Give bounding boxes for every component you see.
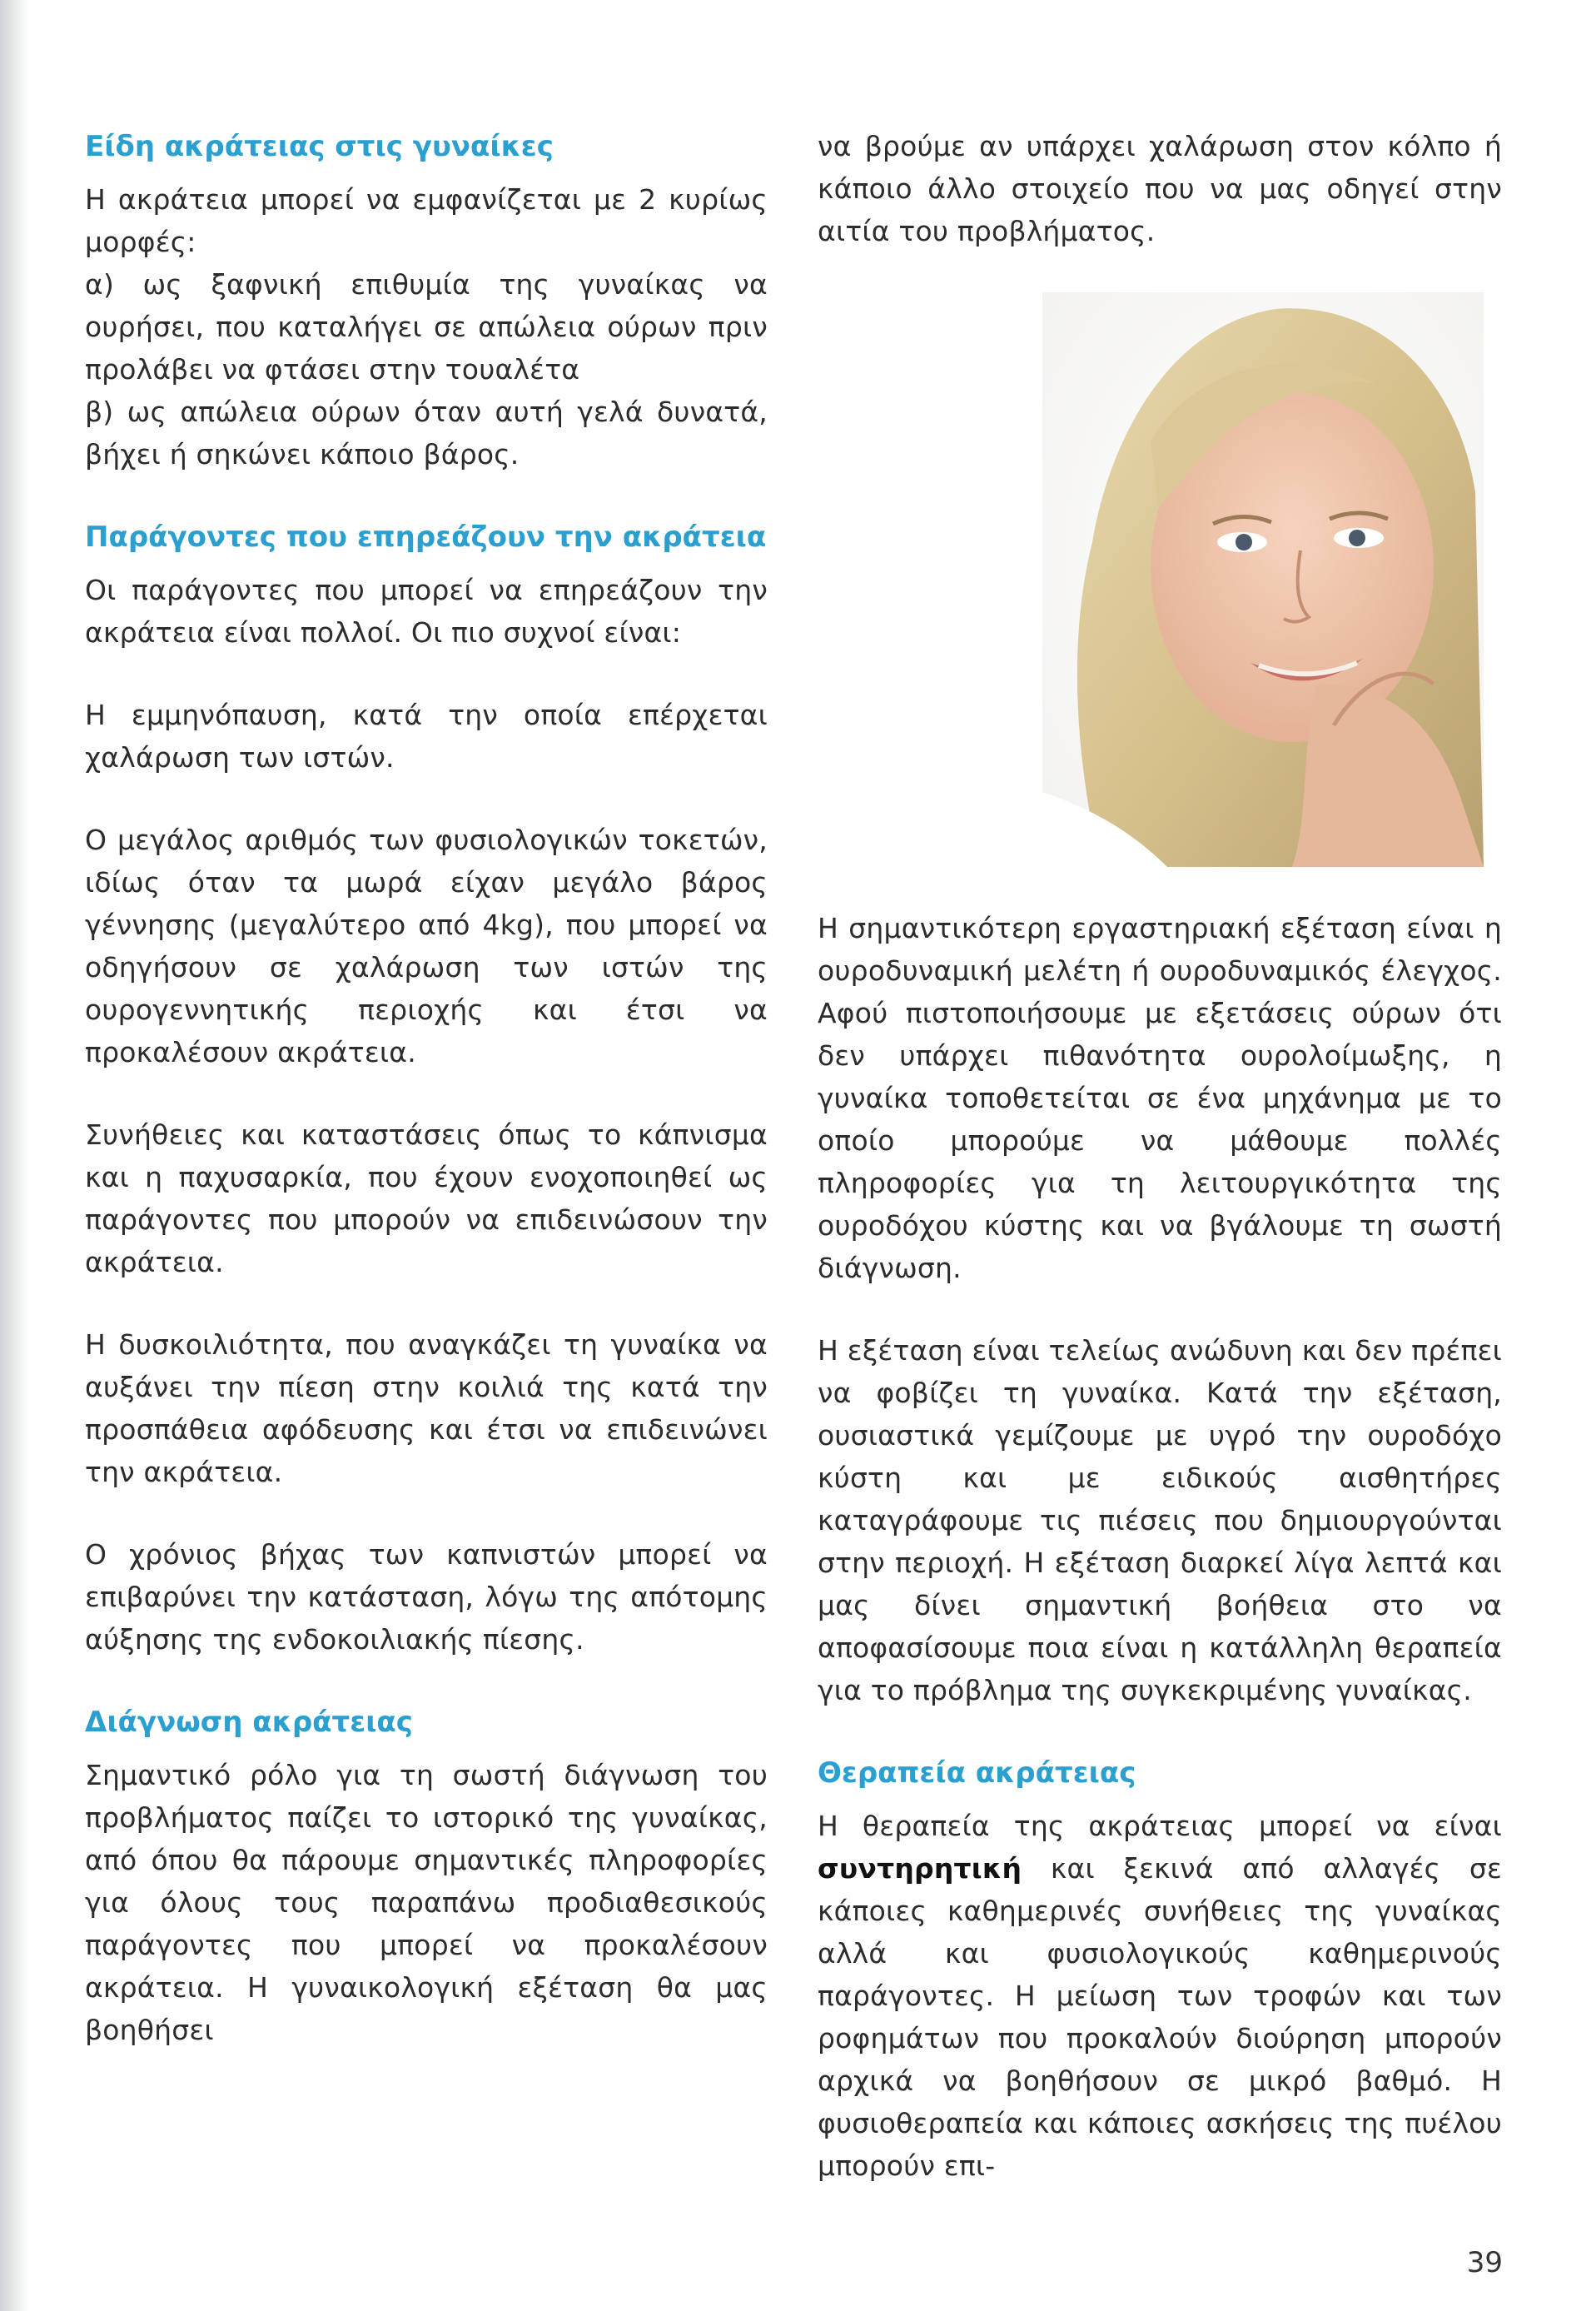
paragraph: Η εξέταση είναι τελείως ανώδυνη και δεν πρέπει να φοβίζει τη γυναίκα. Κατά την εξέταση, ουσιαστικά γεμίζουμε με υγρό την ουροδόχο κύστη και με ειδικούς αισθητήρες καταγράφουμε τις πιέσεις που δημιουργούνται στην περιοχή. Η εξέταση διαρκεί λίγα λεπτά και μας δίνει σημαντική βοήθεια στο να αποφασίσουμε ποια είναι η κατάλληλη θεραπεία για το πρόβλημα της συγκεκριμένης γυναίκας. — [818, 1334, 1502, 1706]
paragraph: Ο μεγάλος αριθμός των φυσιολογικών τοκετών, ιδίως όταν τα μωρά είχαν μεγάλο βάρος γέννησης (μεγαλύτερο από 4kg), που μπορεί να οδηγήσουν σε χαλάρωση των ιστών της ουρογεννητικής περιοχής και έτσι να προκαλέσουν ακράτεια. — [85, 824, 768, 1068]
paragraph: Η ακράτεια μπορεί να εμφανίζεται με 2 κυρίως μορφές: — [85, 183, 768, 258]
page-edge-shadow — [0, 0, 28, 2311]
paragraph: Ο χρόνιος βήχας των καπνιστών μπορεί να επιβαρύνει την κατάσταση, λόγω της απότομης αύξησης της ενδοκοιλιακής πίεσης. — [85, 1538, 768, 1656]
section-title-types: Είδη ακράτειας στις γυναίκες — [85, 130, 554, 163]
bold-term-conservative: συντηρητική — [818, 1852, 1022, 1885]
paragraph: α) ως ξαφνική επιθυμία της γυναίκας να ουρήσει, που καταλήγει σε απώλεια ούρων πριν προλάβει να φτάσει στην τουαλέτα — [85, 268, 768, 386]
page-number: 39 — [1466, 2246, 1503, 2279]
woman-portrait-photo — [1042, 292, 1484, 867]
paragraph: Η εμμηνόπαυση, κατά την οποία επέρχεται χαλάρωση των ιστών. — [85, 699, 768, 774]
paragraph: Συνήθειες και καταστάσεις όπως το κάπνισμα και η παχυσαρκία, που έχουν ενοχοποιηθεί ως παράγοντες που μπορούν να επιδεινώσουν την ακράτεια. — [85, 1118, 768, 1278]
section-title-diagnosis: Διάγνωση ακράτειας — [85, 1706, 413, 1739]
paragraph: να βρούμε αν υπάρχει χαλάρωση στον κόλπο ή κάποιο άλλο στοιχείο που να μας οδηγεί στην αιτία του προβλήματος. — [818, 130, 1502, 247]
section-title-factors: Παράγοντες που επηρεάζουν την ακράτεια — [85, 520, 767, 554]
text-run: Η θεραπεία της ακράτειας μπορεί να είναι — [818, 1810, 1502, 1842]
left-column — [85, 125, 768, 2051]
paragraph: Η σημαντικότερη εργαστηριακή εξέταση είναι η ουροδυναμική μελέτη ή ουροδυναμικός έλεγχος. Αφού πιστοποιήσουμε με εξετάσεις ούρων ότι δεν υπάρχει πιθανότητα ουρολοίμωξης, η γυναίκα τοποθετείται σε ένα μηχάνημα με το οποίο μπορούμε να μάθουμε πολλές πληροφορίες για τη λειτουργικότητα της ουροδόχου κύστης και να βγάλουμε τη σωστή διάγνωση. — [818, 912, 1502, 1284]
paragraph-treatment — [818, 1805, 1502, 2187]
paragraph: Σημαντικό ρόλο για τη σωστή διάγνωση του προβλήματος παίζει το ιστορικό της γυναίκας, από όπου θα πάρουμε σημαντικές πληροφορίες για όλους τους παραπάνω προδιαθεσικούς παράγοντες που μπορεί να προκαλέσουν ακράτεια. Η γυναικολογική εξέταση θα μας βοηθήσει — [85, 1759, 768, 2046]
right-column — [818, 125, 1502, 2187]
paragraph: Οι παράγοντες που μπορεί να επηρεάζουν την ακράτεια είναι πολλοί. Οι πιο συχνοί είναι: — [85, 574, 768, 649]
text-run: και ξεκινά από αλλαγές σε κάποιες καθημερινές συνήθειες της γυναίκας αλλά και φυσιολογικούς καθημερινούς παράγοντες. Η μείωση των τροφών και των ροφημάτων που προκαλούν διούρηση μπορούν αρχικά να βοηθήσουν σε μικρό βαθμό. Η φυσιοθεραπεία και κάποιες ασκήσεις της πυέλου μπορούν επι- — [818, 1852, 1502, 2182]
paragraph: Η δυσκοιλιότητα, που αναγκάζει τη γυναίκα να αυξάνει την πίεση στην κοιλιά της κατά την προσπάθεια αφόδευσης και έτσι να επιδεινώνει την ακράτεια. — [85, 1328, 768, 1488]
section-title-treatment: Θεραπεία ακράτειας — [818, 1756, 1136, 1790]
paragraph: β) ως απώλεια ούρων όταν αυτή γελά δυνατά, βήχει ή σηκώνει κάποιο βάρος. — [85, 396, 768, 471]
